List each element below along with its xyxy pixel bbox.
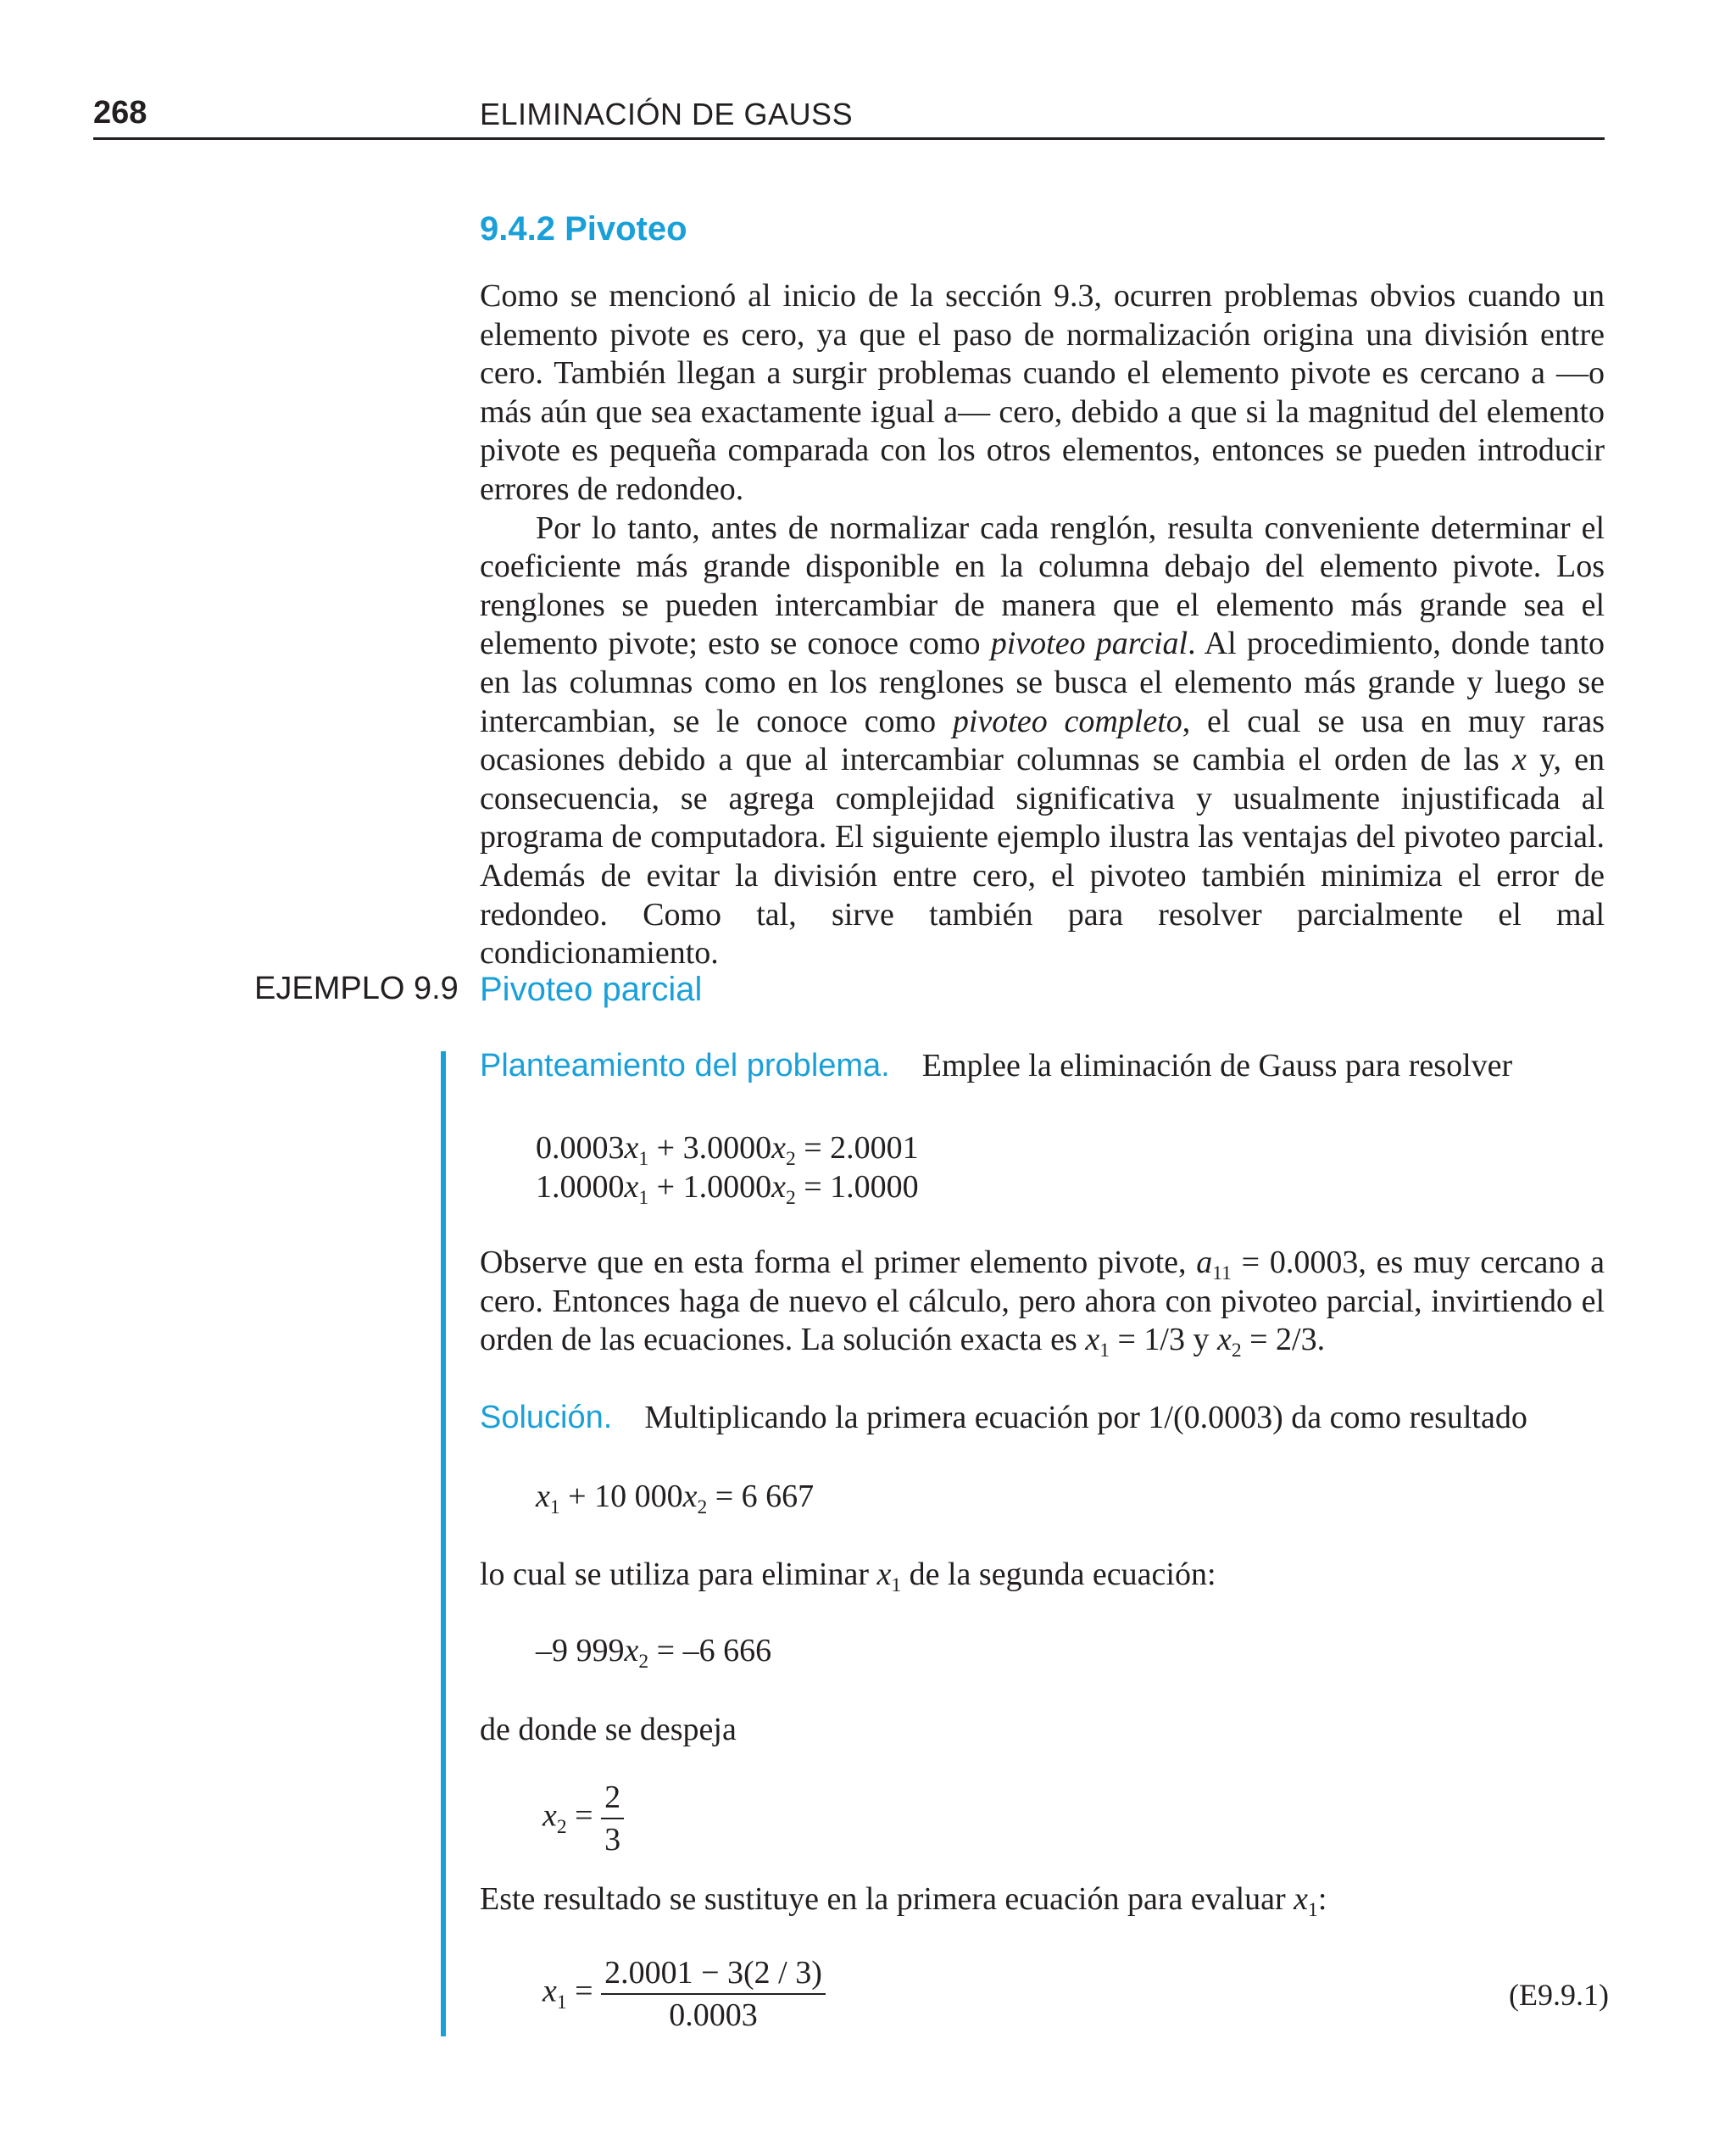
fraction-x1: $\frac{2.0001 - 3(2 / 3)}{0.0003}$ bbox=[601, 1954, 826, 2034]
text-elimination: lo cual se utiliza para eliminar $x_1$ de la segunda ecuación: bbox=[480, 1557, 1216, 1597]
solution-statement bbox=[480, 1399, 1527, 1436]
problem-text: Emplee la eliminación de Gauss para resolver bbox=[921, 1048, 1513, 1083]
problem-label: Planteamiento del problema. bbox=[480, 1048, 890, 1083]
section-heading: 9.4.2 Pivoteo bbox=[480, 210, 687, 248]
example-label: EJEMPLO 9.9 bbox=[254, 971, 459, 1006]
observation-paragraph: Observe que en esta forma el primer elemento pivote, $a_{11} = 0.0003$, es muy cercano a cero. Entonces haga de nuevo el cálculo, pero ahora con pivoteo parcial, invirtiendo el orden de las ecuaciones. La solución exacta es $x_1 = 1/3$ y $x_2 = 2/3$. bbox=[480, 1245, 1605, 1362]
example-title: Pivoteo parcial bbox=[480, 971, 703, 1008]
fraction-two-thirds: $\frac{2}{3}$ bbox=[601, 1779, 624, 1858]
equation-5: $x_2$ = $\frac{2}{3}$ bbox=[542, 1779, 624, 1858]
solution-text: Multiplicando la primera ecuación por 1/(0.0003) da como resultado bbox=[644, 1400, 1527, 1435]
intro-text bbox=[480, 277, 1605, 973]
example-side-bar bbox=[441, 1051, 446, 2036]
term-pivoteo-parcial: pivoteo parcial bbox=[990, 626, 1188, 662]
intro-paragraph-2: Por lo tanto, antes de normalizar cada renglón, resulta conveniente determinar el coeficiente más grande disponible en la columna debajo del elemento pivote. Los renglones se pueden intercambiar de manera que el elemento más grande sea el elemento pivote; esto se conoce como pivoteo parcial. Al procedimiento, donde tanto en las columnas como en los renglones se busca el elemento más grande y luego se intercambian, se le conoce como pivoteo completo, el cual se usa en muy raras ocasiones debido a que al intercambiar columnas se cambia el orden de las x y, en consecuencia, se agrega complejidad significativa y usualmente injustificada al programa de computadora. El siguiente ejemplo ilustra las ventajas del pivoteo parcial. Además de evitar la división entre cero, el pivoteo también minimiza el error de redondeo. Como tal, sirve también para resolver parcialmente el mal condicionamiento. bbox=[480, 510, 1605, 972]
equation-6: $x_1$ = $\frac{2.0001 - 3(2 / 3)}{0.0003}$ bbox=[542, 1954, 826, 2034]
text-despeja: de donde se despeja bbox=[480, 1712, 737, 1747]
equation-1: $0.0003x_1 + 3.0000x_2 = 2.0001$ bbox=[536, 1130, 919, 1171]
term-pivoteo-completo: pivoteo completo bbox=[952, 703, 1182, 739]
page-number: 268 bbox=[93, 95, 147, 131]
equation-4: –9 $999x_2 = -6$ 666 bbox=[536, 1633, 772, 1674]
equation-tag: (E9.9.1) bbox=[1509, 1978, 1609, 2012]
equation-2: $1.0000x_1 + 1.0000x_2 = 1.0000$ bbox=[536, 1169, 919, 1210]
text-sustitucion: Este resultado se sustituye en la primera ecuación para evaluar $x_1$: bbox=[480, 1881, 1327, 1922]
problem-statement bbox=[480, 1047, 1512, 1084]
header-rule bbox=[93, 137, 1605, 140]
running-header-title: ELIMINACIÓN DE GAUSS bbox=[480, 97, 854, 131]
solution-label: Solución. bbox=[480, 1400, 613, 1435]
equation-3: $x_1 + 10$ $000x_2 = 6$ 667 bbox=[536, 1479, 815, 1519]
intro-paragraph-1: Como se mencionó al inicio de la sección 9.3, ocurren problemas obvios cuando un elemento pivote es cero, ya que el paso de normalización origina una división entre cero. También llegan a surgir problemas cuando el elemento pivote es cercano a —o más aún que sea exactamente igual a— cero, debido a que si la magnitud del elemento pivote es pequeña comparada con los otros elementos, entonces se pueden introducir errores de redondeo. bbox=[480, 278, 1605, 507]
